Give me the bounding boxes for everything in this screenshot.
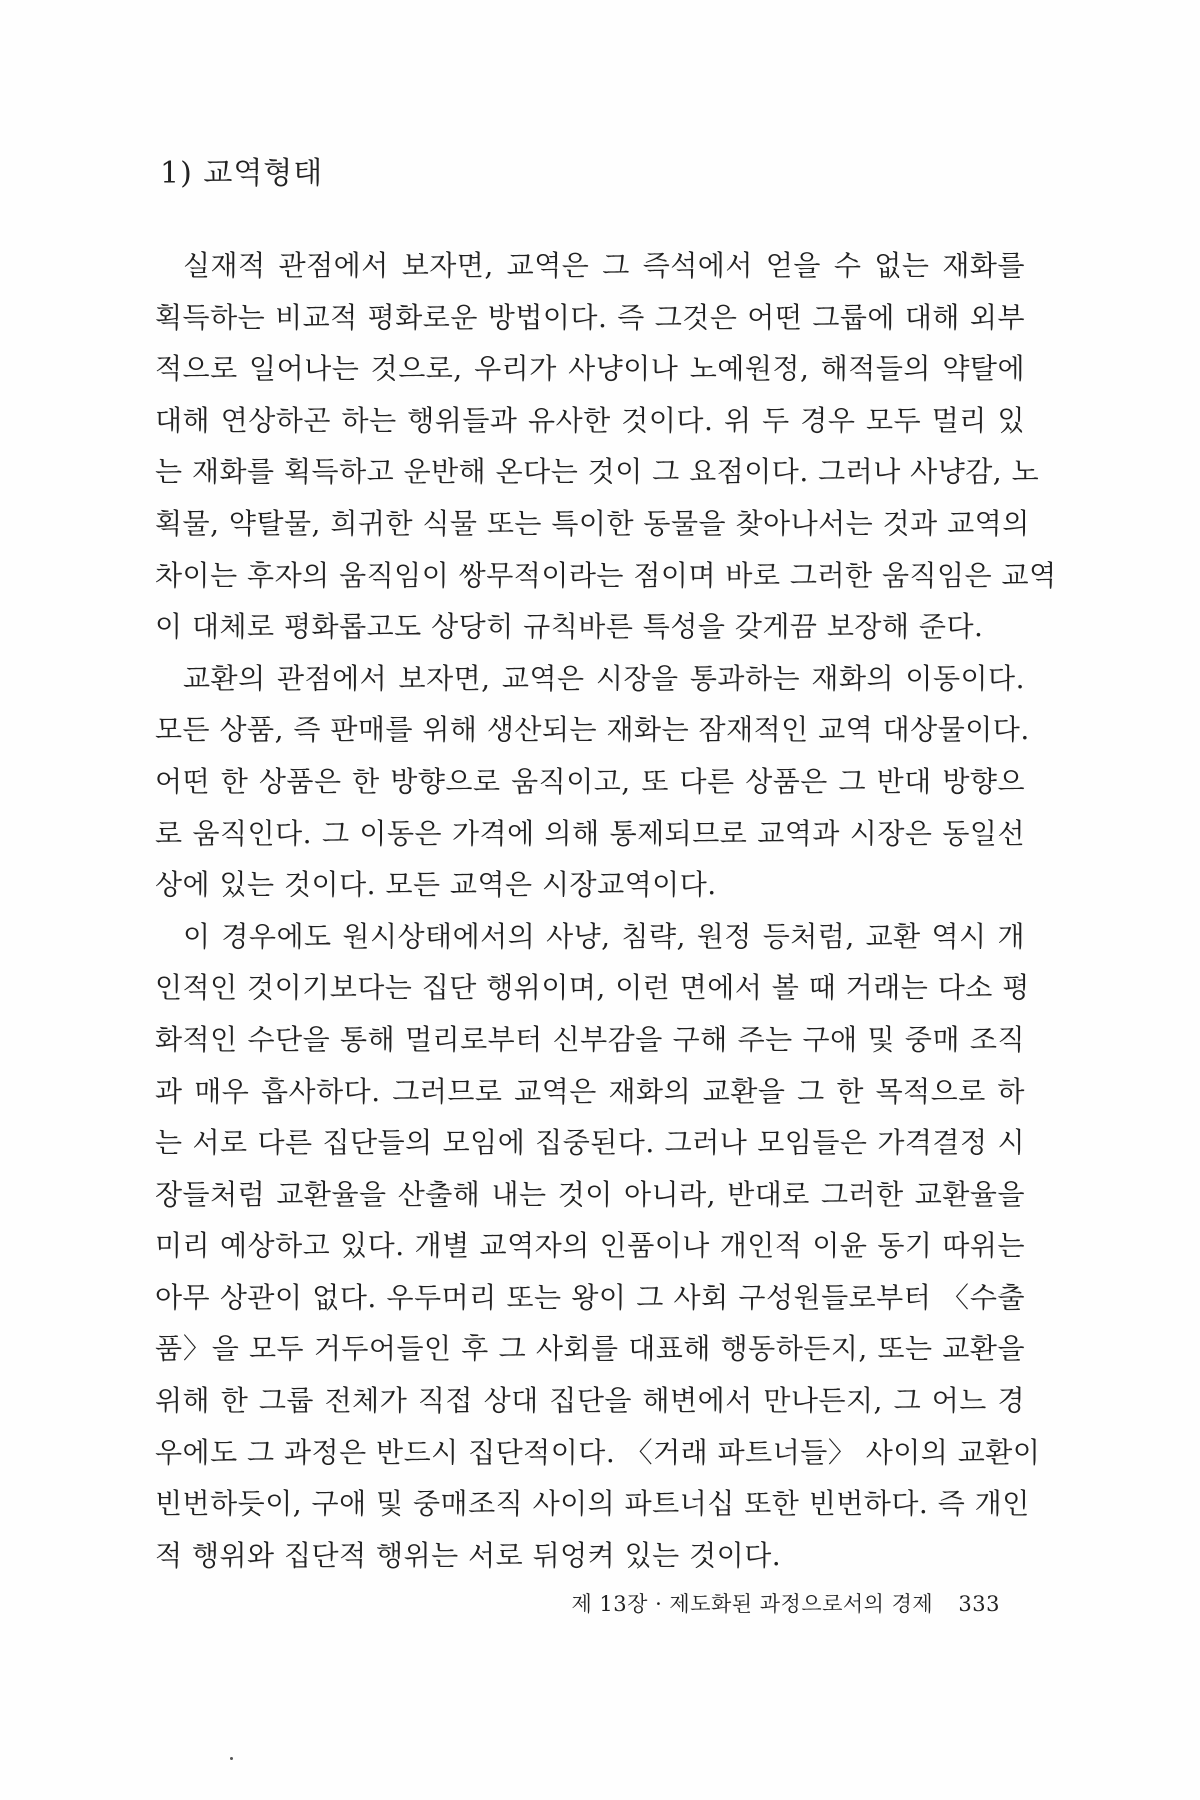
text-line: 대해 연상하곤 하는 행위들과 유사한 것이다. 위 두 경우 모두 멀리 있 (155, 403, 1025, 437)
text-line: 아무 상관이 없다. 우두머리 또는 왕이 그 사회 구성원들로부터 〈수출 (155, 1280, 1025, 1314)
text-line: 장들처럼 교환율을 산출해 내는 것이 아니라, 반대로 그러한 교환율을 (155, 1177, 1025, 1211)
section-title: 교역형태 (203, 156, 324, 191)
text-line: 실재적 관점에서 보자면, 교역은 그 즉석에서 얻을 수 없는 재화를 (183, 249, 1025, 282)
page-footer (571, 1588, 1000, 1618)
text-line: 상에 있는 것이다. 모든 교역은 시장교역이다. (155, 868, 717, 902)
text-line: 미리 예상하고 있다. 개별 교역자의 인품이나 개인적 이윤 동기 따위는 (155, 1229, 1025, 1263)
text-line: 인적인 것이기보다는 집단 행위이며, 이런 면에서 볼 때 거래는 다소 평 (155, 971, 1030, 1005)
text-line: 적으로 일어나는 것으로, 우리가 사냥이나 노예원정, 해적들의 약탈에 (155, 352, 1025, 386)
text-line: 는 서로 다른 집단들의 모임에 집중된다. 그러나 모임들은 가격결정 시 (155, 1126, 1025, 1160)
text-line: 과 매우 흡사하다. 그러므로 교역은 재화의 교환을 그 한 목적으로 하 (155, 1074, 1025, 1108)
section-number: 1) (160, 156, 193, 191)
scan-speck (230, 1757, 233, 1760)
text-line: 로 움직인다. 그 이동은 가격에 의해 통제되므로 교역과 시장은 동일선 (155, 816, 1025, 850)
running-title: 제 13장 · 제도화된 과정으로서의 경제 (571, 1592, 934, 1616)
body-text (155, 240, 1057, 1581)
text-line: 품〉을 모두 거두어들인 후 그 사회를 대표해 행동하든지, 또는 교환을 (155, 1332, 1025, 1366)
text-line: 우에도 그 과정은 반드시 집단적이다. 〈거래 파트너들〉 사이의 교환이 (155, 1435, 1041, 1469)
text-line: 모든 상품, 즉 판매를 위해 생산되는 재화는 잠재적인 교역 대상물이다. (155, 713, 1030, 747)
text-line: 이 경우에도 원시상태에서의 사냥, 침략, 원정 등처럼, 교환 역시 개 (183, 919, 1025, 953)
text-line: 어떤 한 상품은 한 방향으로 움직이고, 또 다른 상품은 그 반대 방향으 (155, 764, 1025, 798)
text-line: 빈번하듯이, 구애 및 중매조직 사이의 파트너십 또한 빈번하다. 즉 개인 (155, 1487, 1030, 1521)
text-line: 는 재화를 획득하고 운반해 온다는 것이 그 요점이다. 그러나 사냥감, 노 (155, 455, 1040, 489)
text-line: 적 행위와 집단적 행위는 서로 뒤엉켜 있는 것이다. (155, 1538, 782, 1572)
text-line: 이 대체로 평화롭고도 상당히 규칙바른 특성을 갖게끔 보장해 준다. (155, 610, 984, 644)
text-line: 획득하는 비교적 평화로운 방법이다. 즉 그것은 어떤 그룹에 대해 외부 (155, 300, 1025, 334)
text-line: 화적인 수단을 통해 멀리로부터 신부감을 구해 주는 구애 및 중매 조직 (155, 1022, 1025, 1056)
page-number: 333 (958, 1592, 1000, 1616)
text-line: 위해 한 그룹 전체가 직접 상대 집단을 해변에서 만나든지, 그 어느 경 (155, 1384, 1025, 1418)
text-line: 차이는 후자의 움직임이 쌍무적이라는 점이며 바로 그러한 움직임은 교역 (155, 558, 1057, 592)
section-heading (160, 148, 323, 192)
text-line: 획물, 약탈물, 희귀한 식물 또는 특이한 동물을 찾아나서는 것과 교역의 (155, 506, 1030, 540)
text-line: 교환의 관점에서 보자면, 교역은 시장을 통과하는 재화의 이동이다. (183, 661, 1025, 695)
